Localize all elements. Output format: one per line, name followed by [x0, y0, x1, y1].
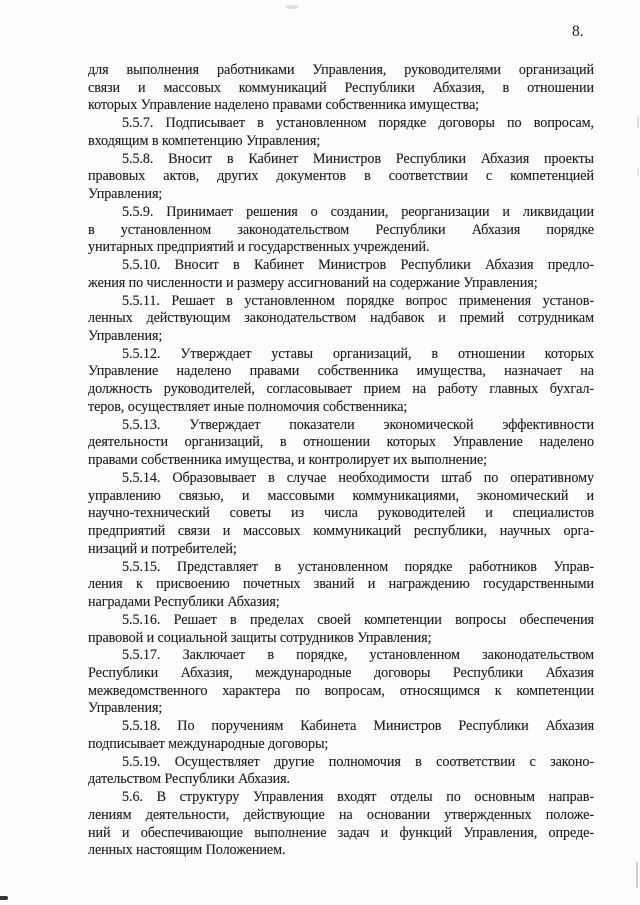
paragraph	[88, 647, 594, 718]
text-line: управлению связью, и массовыми коммуникациями, экономический и	[88, 487, 594, 504]
text-line: которых Управление наделено правами собственника имущества;	[88, 97, 479, 114]
paragraph	[88, 559, 594, 612]
text-line: 5.5.16. Решает в пределах своей компетенции вопросы обеспечения	[122, 611, 594, 628]
text-line: унитарных предприятий и государственных учреждений.	[88, 239, 430, 256]
text-line: Управления;	[88, 328, 163, 345]
text-line: ленных действующим законодательством надбавок и премий сотрудникам	[88, 310, 594, 327]
scan-mark-right-edge	[636, 862, 638, 888]
text-line: 5.5.11. Решает в установленном порядке вопрос применения установ-	[122, 292, 594, 309]
paragraph	[88, 204, 594, 257]
scan-mark-bottom-left	[0, 896, 8, 900]
text-line: наградами Республики Абхазия;	[88, 594, 280, 611]
document-body	[88, 62, 594, 860]
text-line: 5.5.13. Утверждает показатели экономической эффективности	[122, 416, 594, 433]
scan-mark-right-edge	[637, 168, 639, 176]
text-line: для выполнения работниками Управления, руководителями организаций	[88, 62, 594, 78]
text-line: Управления;	[88, 186, 163, 203]
paragraph	[88, 62, 594, 115]
text-line: 5.5.9. Принимает решения о создании, реорганизации и ликвидации	[122, 203, 594, 220]
text-line: межведомственного характера по вопросам, относящимся к компетенции	[88, 682, 594, 699]
text-line: предприятий связи и массовых коммуникаций республики, научных орга-	[88, 523, 594, 540]
text-line: входящим в компетенцию Управления;	[88, 132, 321, 149]
text-line: 5.5.8. Вносит в Кабинет Министров Республики Абхазия проекты	[122, 150, 594, 167]
paragraph	[88, 417, 594, 470]
text-line: 5.5.15. Представляет в установленном порядке работников Управ-	[122, 558, 594, 575]
text-line: Управления;	[88, 700, 163, 717]
text-line: ления к присвоению почетных званий и награждению государственными	[88, 576, 594, 593]
text-line: Управление наделено правами собственника имущества, назначает на	[88, 363, 594, 380]
text-line: 5.5.14. Образовывает в случае необходимости штаб по оперативному	[122, 469, 594, 486]
paragraph	[88, 612, 594, 647]
paragraph	[88, 718, 594, 753]
page-number: 8.	[572, 23, 584, 40]
text-line: ний и обеспечивающие выполнение задач и функций Управления, опреде-	[88, 824, 594, 841]
text-line: 5.5.7. Подписывает в установленном порядке договоры по вопросам,	[122, 115, 594, 132]
text-line: правовой и социальной защиты сотрудников Управления;	[88, 629, 432, 646]
text-line: 5.5.12. Утверждает уставы организаций, в отношении которых	[122, 345, 594, 362]
text-line: должность руководителей, согласовывает прием на работу главных бухгал-	[88, 381, 594, 398]
text-line: Республики Абхазия, международные договоры Республики Абхазия	[88, 664, 594, 681]
paragraph	[88, 789, 594, 860]
text-line: теров, осуществляет иные полномочия собственника;	[88, 398, 408, 415]
paragraph	[88, 151, 594, 204]
text-line: научно-технический советы из числа руководителей и специалистов	[88, 505, 594, 522]
text-line: дательством Республики Абхазия.	[88, 771, 290, 788]
text-line: в установленном законодательством Республики Абхазия порядке	[88, 221, 594, 238]
paragraph	[88, 293, 594, 346]
text-line: 5.6. В структуру Управления входят отделы по основным направ-	[122, 789, 594, 806]
paragraph	[88, 470, 594, 559]
scan-smudge-top	[286, 5, 298, 9]
text-line: подписывает международные договоры;	[88, 735, 329, 752]
paragraph	[88, 754, 594, 789]
paragraph	[88, 115, 594, 150]
text-line: деятельности организаций, в отношении которых Управление наделено	[88, 434, 594, 451]
text-line: лениям деятельности, действующие на основании утвержденных положе-	[88, 806, 594, 823]
paragraph	[88, 346, 594, 417]
text-line: связи и массовых коммуникаций Республики Абхазия, в отношении	[88, 79, 594, 96]
text-line: правами собственника имущества, и контролирует их выполнение;	[88, 452, 488, 469]
text-line: жения по численности и размеру ассигнований на содержание Управления;	[88, 274, 538, 291]
text-line: ленных настоящим Положением.	[88, 842, 286, 859]
text-line: 5.5.10. Вносит в Кабинет Министров Республики Абхазия предло-	[122, 257, 594, 274]
text-line: 5.5.19. Осуществляет другие полномочия в соответствии с законо-	[122, 753, 594, 770]
text-line: 5.5.17. Заключает в порядке, установленном законодательством	[122, 647, 594, 664]
scan-mark-right-edge	[637, 116, 639, 128]
text-line: правовых актов, других документов в соответствии с компетенцией	[88, 168, 594, 185]
text-line: 5.5.18. По поручениям Кабинета Министров Республики Абхазия	[122, 718, 594, 735]
text-line: низаций и потребителей;	[88, 540, 237, 557]
paragraph	[88, 257, 594, 292]
